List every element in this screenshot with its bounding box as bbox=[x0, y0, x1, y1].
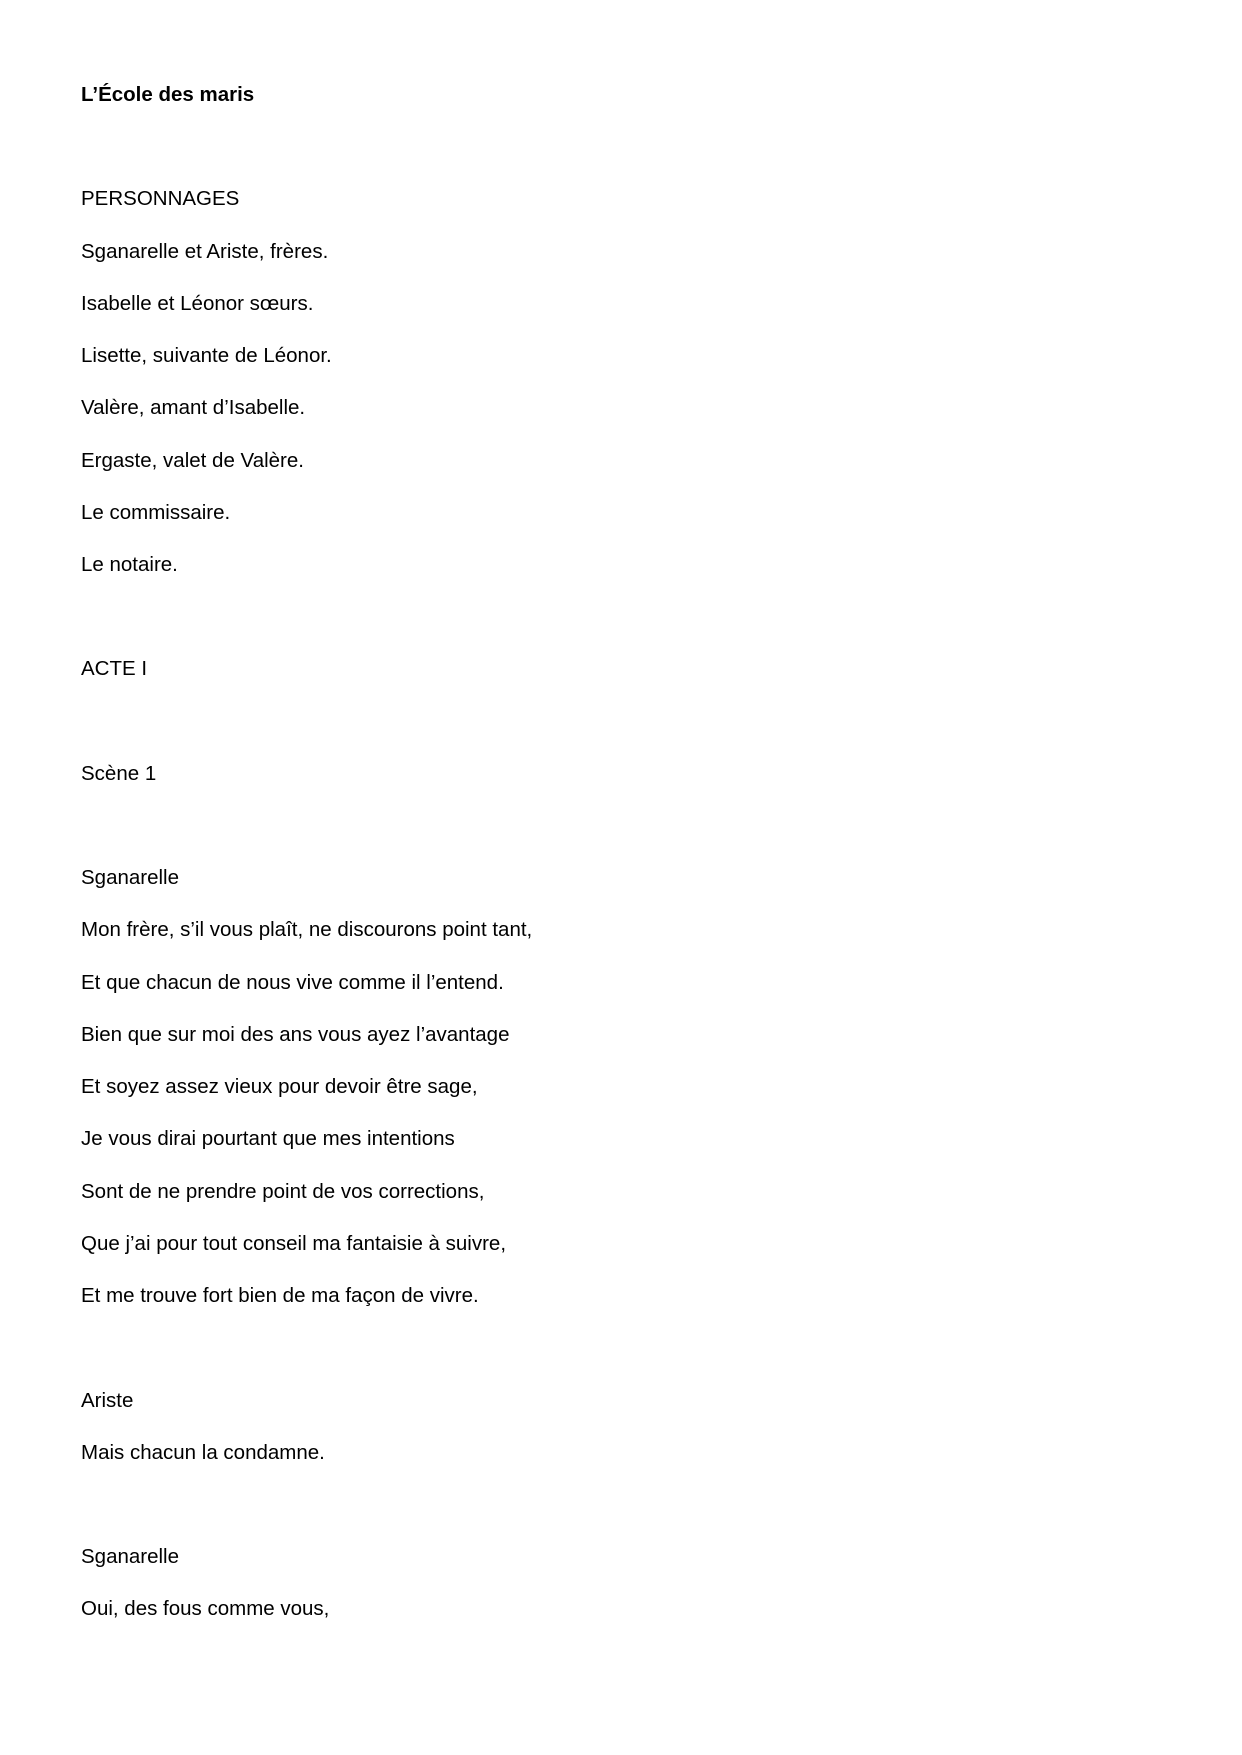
characters-heading: PERSONNAGES bbox=[81, 187, 240, 210]
speaker-name: Ariste bbox=[81, 1389, 134, 1412]
character-entry: Isabelle et Léonor sœurs. bbox=[81, 292, 314, 315]
character-entry: Lisette, suivante de Léonor. bbox=[81, 344, 332, 367]
character-entry: Le notaire. bbox=[81, 553, 178, 576]
character-entry: Sganarelle et Ariste, frères. bbox=[81, 240, 329, 263]
verse-line: Bien que sur moi des ans vous ayez l’avantage bbox=[81, 1023, 510, 1046]
character-entry: Ergaste, valet de Valère. bbox=[81, 449, 304, 472]
verse-line: Que j’ai pour tout conseil ma fantaisie à suivre, bbox=[81, 1232, 507, 1255]
verse-line: Mon frère, s’il vous plaît, ne discourons point tant, bbox=[81, 918, 533, 941]
character-entry: Valère, amant d’Isabelle. bbox=[81, 396, 306, 419]
verse-line: Et soyez assez vieux pour devoir être sage, bbox=[81, 1075, 478, 1098]
verse-line: Et que chacun de nous vive comme il l’entend. bbox=[81, 971, 504, 994]
speaker-name: Sganarelle bbox=[81, 1545, 180, 1568]
act-heading: ACTE I bbox=[81, 657, 148, 680]
verse-line: Je vous dirai pourtant que mes intentions bbox=[81, 1127, 455, 1150]
verse-line: Mais chacun la condamne. bbox=[81, 1441, 325, 1464]
character-entry: Le commissaire. bbox=[81, 501, 231, 524]
document-title: L’École des maris bbox=[81, 83, 255, 106]
scene-heading: Scène 1 bbox=[81, 762, 157, 785]
verse-line: Et me trouve fort bien de ma façon de vivre. bbox=[81, 1284, 479, 1307]
verse-line: Sont de ne prendre point de vos corrections, bbox=[81, 1180, 485, 1203]
verse-line: Oui, des fous comme vous, bbox=[81, 1597, 330, 1620]
speaker-name: Sganarelle bbox=[81, 866, 180, 889]
